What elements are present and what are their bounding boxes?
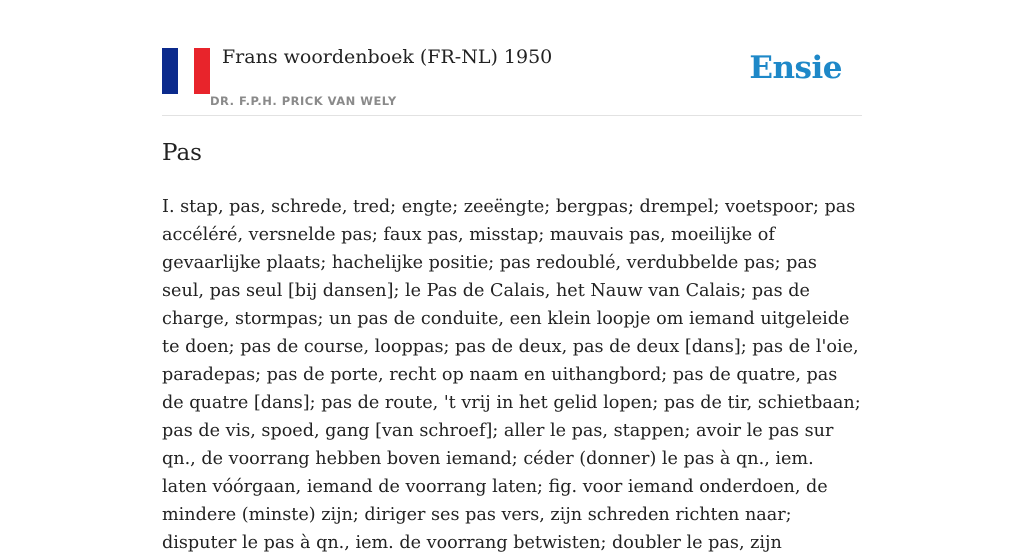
dictionary-title[interactable]: Frans woordenboek (FR-NL) 1950 <box>222 46 553 68</box>
entry-headword: Pas <box>162 140 202 166</box>
entry-definition: I. stap, pas, schrede, tred; engte; zeeëngte; bergpas; drempel; voetspoor; pas accéléré, versnelde pas; faux pas, misstap; mauvais pas, moeilijke of gevaarlijke plaats; hachelijke positie; pas redoublé, verdubbelde pas; pas seul, pas seul [bij dansen]; le Pas de Calais, het Nauw van Calais; pas de charge, stormpas; un pas de conduite, een klein loopje om iemand uitgeleide te doen; pas de course, looppas; pas de deux, pas de deux [dans]; pas de l'oie, paradepas; pas de porte, recht op naam en uithangbord; pas de quatre, pas de quatre [dans]; pas de route, 't vrij in het gelid lopen; pas de tir, schietbaan; pas de vis, spoed, gang [van schroef]; aller le pas, stappen; avoir le pas sur qn., de voorrang hebben boven iemand; céder (donner) le pas à qn., iem. laten vóórgaan, iemand de voorrang laten; fig. voor iemand onderdoen, de mindere (minste) zijn; diriger ses pas vers, zijn schreden richten naar; disputer le pas à qn., iem. de voorrang betwisten; doubler le pas, zijn <box>162 197 861 553</box>
dictionary-author: DR. F.P.H. PRICK VAN WELY <box>210 94 397 108</box>
dictionary-card <box>162 0 862 553</box>
dictionary-header <box>162 0 862 116</box>
french-flag-icon <box>162 48 210 94</box>
ensie-logo[interactable]: Ensie <box>749 50 842 86</box>
